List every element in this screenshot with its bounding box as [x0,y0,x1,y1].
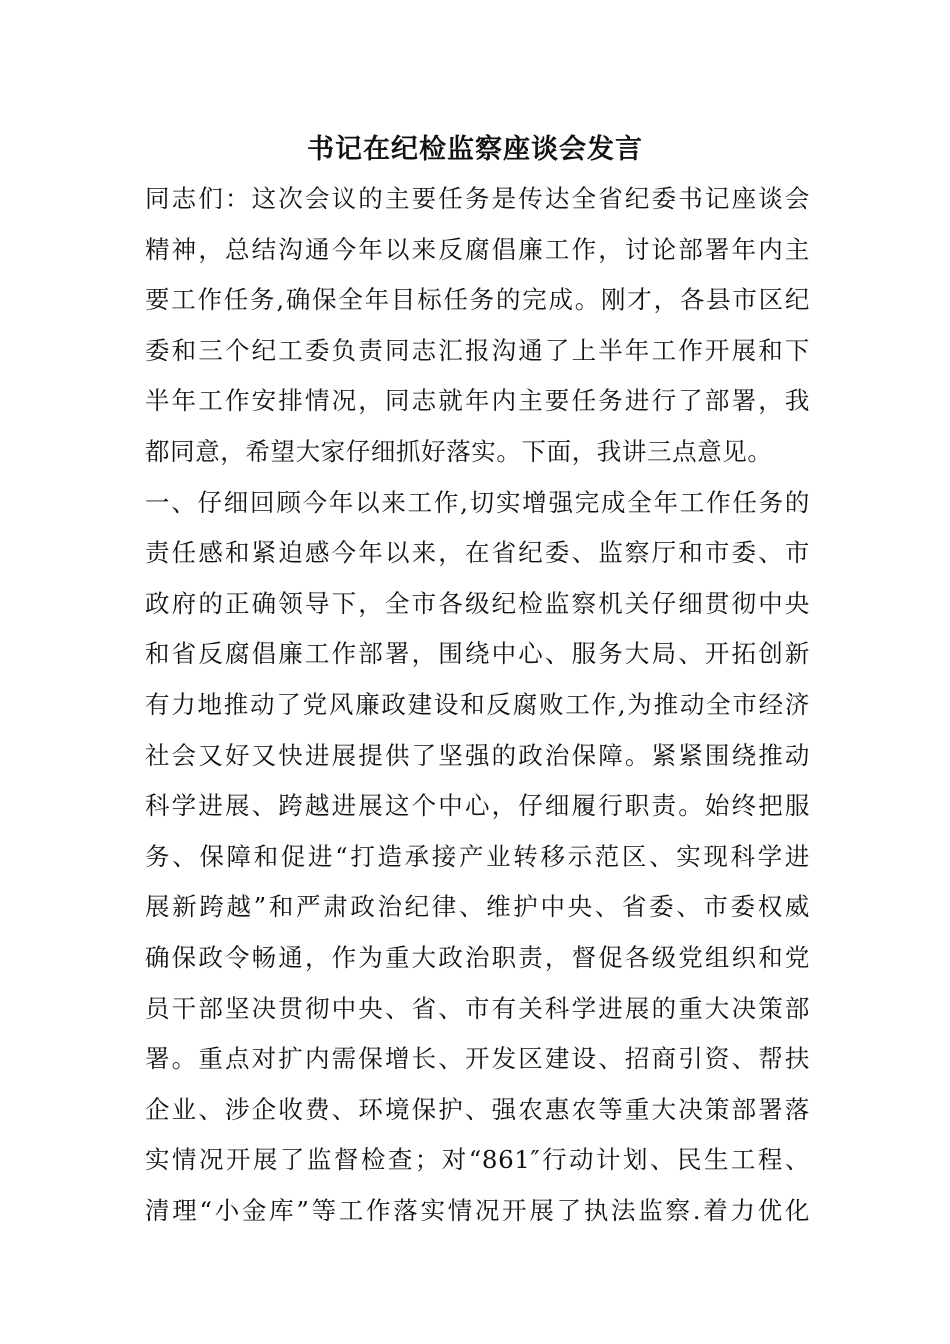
body-line: 社会又好又快进展提供了坚强的政治保障。紧紧围绕推动 [145,740,810,770]
body-line: 都同意，希望大家仔细抓好落实。下面，我讲三点意见。 [145,436,773,466]
body-line: 实情况开展了监督检查；对“861″行动计划、民生工程、 [145,1145,810,1175]
body-line: 和省反腐倡廉工作部署，围绕中心、服务大局、开拓创新 [145,639,810,669]
body-line: 责任感和紧迫感今年以来，在省纪委、监察厅和市委、市 [145,538,810,568]
body-line: 企业、涉企收费、环境保护、强农惠农等重大决策部署落 [145,1094,810,1124]
body-line: 务、保障和促进“打造承接产业转移示范区、实现科学进 [145,841,810,871]
body-line: 员干部坚决贯彻中央、省、市有关科学进展的重大决策部 [145,993,810,1023]
body-line: 展新跨越”和严肃政治纪律、维护中央、省委、市委权威 [145,892,810,922]
body-line: 署。重点对扩内需保增长、开发区建设、招商引资、帮扶 [145,1044,810,1074]
body-line: 政府的正确领导下，全市各级纪检监察机关仔细贯彻中央 [145,588,810,618]
body-line: 确保政令畅通，作为重大政治职责，督促各级党组织和党 [145,942,810,972]
body-line: 精神，总结沟通今年以来反腐倡廉工作，讨论部署年内主 [145,234,810,264]
body-line: 科学进展、跨越进展这个中心，仔细履行职责。始终把服 [145,791,810,821]
body-line: 有力地推动了党风廉政建设和反腐败工作,为推动全市经济 [145,689,810,719]
body-line: 半年工作安排情况，同志就年内主要任务进行了部署，我 [145,386,810,416]
document-body [145,174,810,1236]
body-line: 清理“小金库”等工作落实情况开展了执法监察.着力优化 [145,1195,810,1225]
body-line: 一、仔细回顾今年以来工作,切实增强完成全年工作任务的 [145,487,810,517]
body-line: 委和三个纪工委负责同志汇报沟通了上半年工作开展和下 [145,335,810,365]
body-line: 同志们：这次会议的主要任务是传达全省纪委书记座谈会 [145,184,810,213]
document-title: 书记在纪检监察座谈会发言 [307,134,643,165]
body-line: 要工作任务,确保全年目标任务的完成。刚才，各县市区纪 [145,285,810,315]
